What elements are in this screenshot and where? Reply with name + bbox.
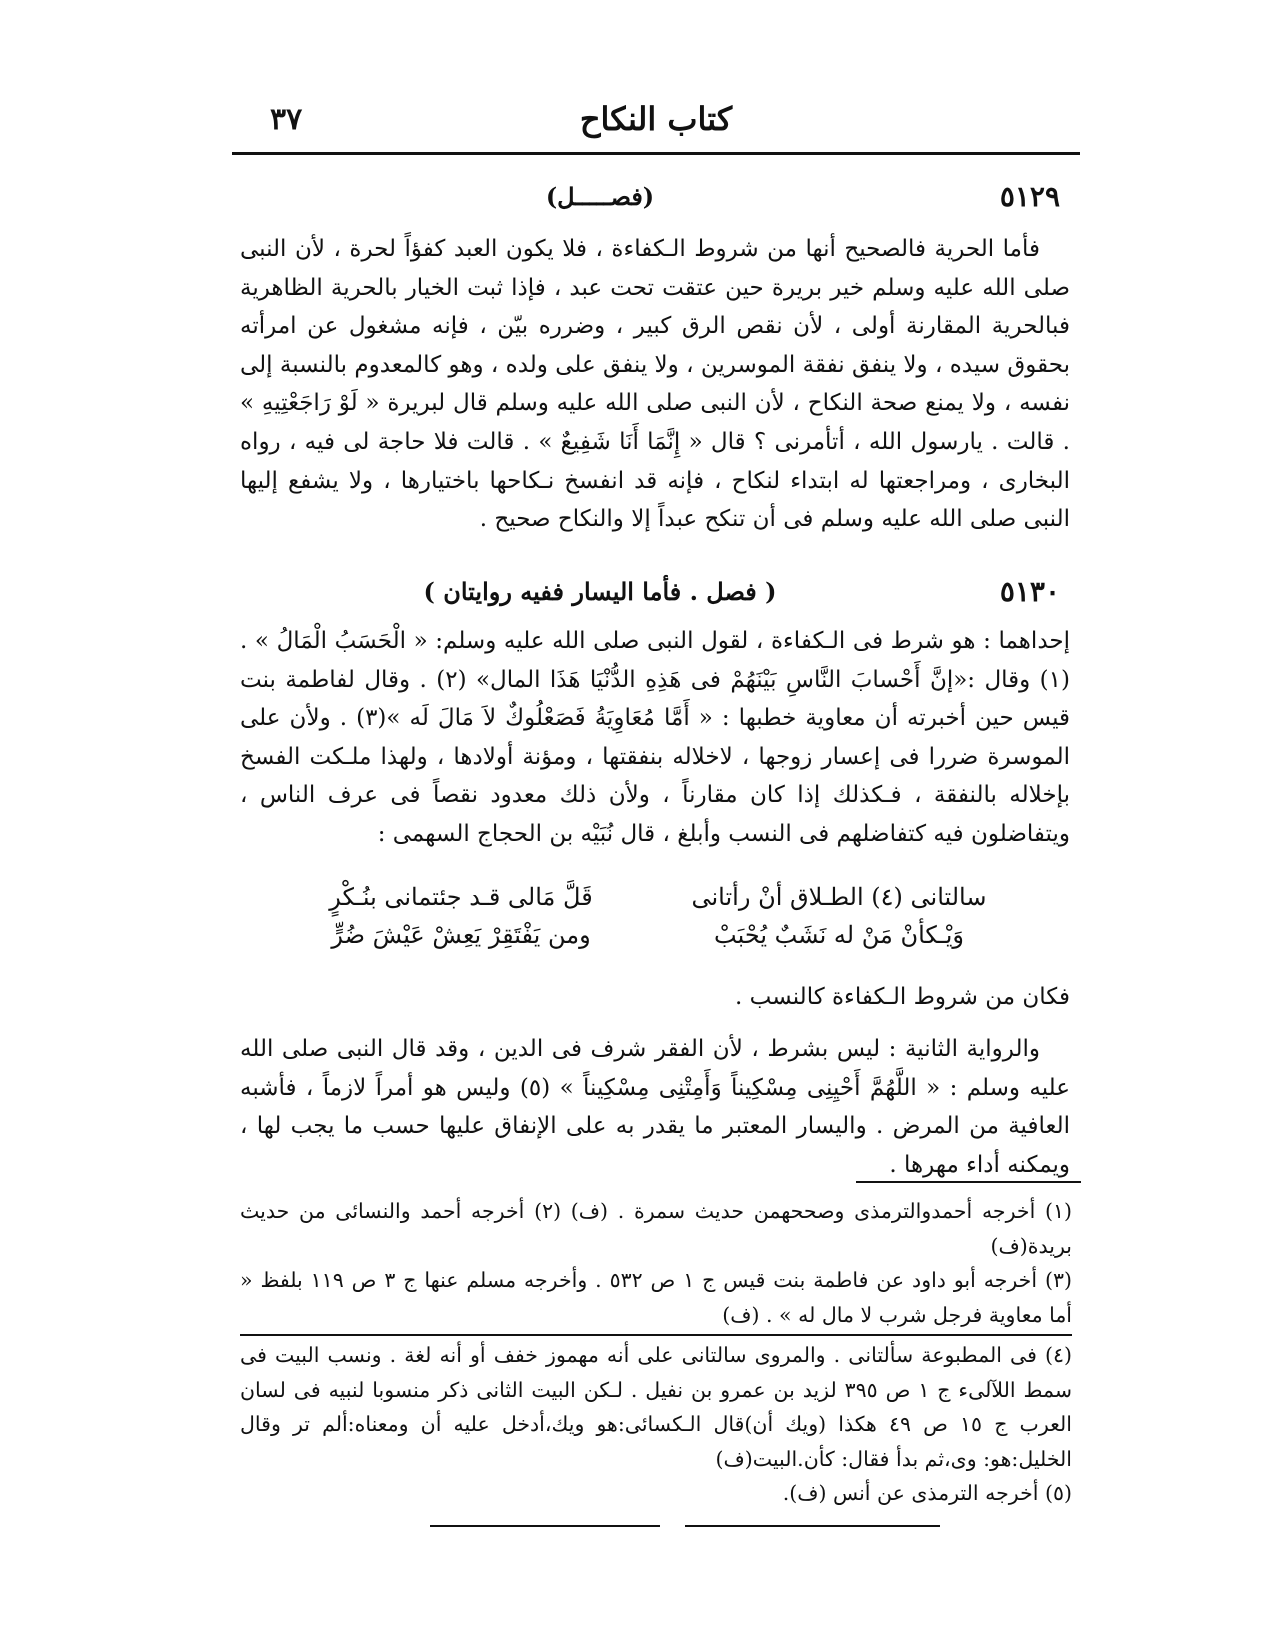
footnote: (٥) أخرجه الترمذى عن أنس (ف). [782, 1481, 1072, 1505]
section-heading-5129 [240, 180, 1070, 220]
verse-line [300, 916, 1000, 954]
bottom-rule-left [430, 1525, 660, 1527]
section-number: ٥١٣٠ [999, 575, 1060, 608]
after-verse [240, 978, 1070, 1017]
verse-line [300, 878, 1000, 916]
hemistich-right: سالتانى (٤) الطـلاق أنْ رأتانى [691, 883, 987, 911]
page-header [232, 100, 1080, 150]
bottom-rules [430, 1525, 940, 1528]
footnote: (٣) أخرجه أبو داود عن فاطمة بنت قيس ج ١ ص ٥٣٢ . وأخرجه مسلم عنها ج ٣ ص ١١٩ بلفظ « أما معاوية فرجل شرب لا مال له » . (ف) [240, 1268, 1072, 1327]
bottom-rule-right [685, 1525, 940, 1527]
footnotes [240, 1194, 1072, 1511]
paragraph: والرواية الثانية : ليس بشرط ، لأن الفقر شرف فى الدين ، وقد قال النبى صلى الله عليه وسلم : « اللَّهُمَّ أَحْيِنِى مِسْكِيناً وَأَمِتْنِى مِسْكِيناً » (٥) وليس هو أمراً لازماً ، فأشبه العافية من المرض . واليسار المعتبر ما يقدر به على الإنفاق عليها حسب ما يجب لها ، ويمكنه أداء مهرها . [240, 1036, 1070, 1178]
page-number: ٣٧ [270, 102, 303, 137]
paragraph: إحداهما : هو شرط فى الـكفاءة ، لقول النبى صلى الله عليه وسلم: « الْحَسَبُ الْمَالُ » .(١) وقال :«إنَّ أَحْسابَ النَّاسِ بَيْنَهُمْ فى هَذِهِ الدُّنْيَا هَذَا المال» (٢) . وقال لفاطمة بنت قيس حين أخبرته أن معاوية خطبها : « أَمَّا مُعَاوِيَةُ فَصَعْلُوكٌ لاَ مَالَ لَه »(٣) . ولأن على الموسرة ضررا فى إعسار زوجها ، لاخلاله بنفقتها ، ومؤنة أولادها ، ولهذا ملـكت الفسخ بإخلاله بالنفقة ، فـكذلك إذا كان مقارناً ، ولأن ذلك معدود نقصاً فى عرف الناس ، ويتفاضلون فيه كتفاضلهم فى النسب وأبلغ ، قال نُبَيْه بن الحجاج السهمى : [240, 628, 1070, 847]
paragraph: فكان من شروط الـكفاءة كالنسب . [735, 984, 1070, 1010]
hemistich-left: ومن يَفْتَقِرْ يَعِشْ عَيْشَ ضُرٍّ [331, 921, 591, 949]
footnote: (١) أخرجه أحمدوالترمذى وصححهمن حديث سمرة . (ف) (٢) أخرجه أحمد والنسائى من حديث بريدة(ف) [240, 1199, 1073, 1258]
header-rule [232, 152, 1080, 155]
section-title: (فصـــــل) [545, 182, 655, 211]
running-title: كتاب النكاح [579, 100, 733, 138]
section-heading-5130 [240, 575, 1070, 615]
second-narration [240, 1030, 1070, 1184]
section-body-5130 [240, 622, 1070, 854]
section-body-5129 [240, 230, 1070, 539]
section-number: ٥١٢٩ [999, 180, 1060, 213]
footnote-rule [856, 1181, 1081, 1183]
footnote-divider [240, 1334, 1072, 1336]
hemistich-left: قَلَّ مَالى قـد جئتمانى بنُـكْرٍ [329, 883, 593, 911]
hemistich-right: وَيْـكأنْ مَنْ له نَشَبٌ يُحْبَبْ [714, 921, 964, 949]
paragraph: فأما الحرية فالصحيح أنها من شروط الـكفاءة ، فلا يكون العبد كفؤاً لحرة ، لأن النبى صلى الله عليه وسلم خير بريرة حين عتقت تحت عبد ، فإذا ثبت الخيار بالحرية الظاهرية فبالحرية المقارنة أولى ، لأن نقص الرق كبير ، وضرره بيّن ، فإنه مشغول عن امرأته بحقوق سيده ، ولا ينفق نفقة الموسرين ، ولا ينفق على ولده ، وهو كالمعدوم بالنسبة إلى نفسه ، ولا يمنع صحة النكاح ، لأن النبى صلى الله عليه وسلم قال لبريرة « لَوْ رَاجَعْتِيهِ » . قالت . يارسول الله ، أتأمرنى ؟ قال « إِنَّمَا أَنَا شَفِيعٌ » . قالت فلا حاجة لى فيه ، رواه البخارى ، ومراجعتها له ابتداء لنكاح ، فإنه قد انفسخ نـكاحها باختيارها ، ولا يشفع إليها النبى صلى الله عليه وسلم فى أن تنكح عبداً إلا والنكاح صحيح . [240, 236, 1070, 533]
poetry-verse [300, 878, 1000, 958]
footnote: (٤) فى المطبوعة سألتانى . والمروى سالتانى على أنه مهموز خفف أو أنه لغة . ونسب البيت فى سمط اللآلىء ج ١ ص ٣٩٥ لزيد بن عمرو بن نفيل . لـكن البيت الثانى ذكر منسوبا لنبيه فى لسان العرب ج ١٥ ص ٤٩ هكذا (ويك أن)قال الـكسائى:هو ويك،أدخل عليه أن ومعناه:ألم تر وقال الخليل:هو: وى،ثم بدأ فقال: كأن.البيت(ف) [240, 1343, 1072, 1471]
section-title: ( فصل . فأما اليسار ففيه روايتان ) [423, 577, 777, 606]
